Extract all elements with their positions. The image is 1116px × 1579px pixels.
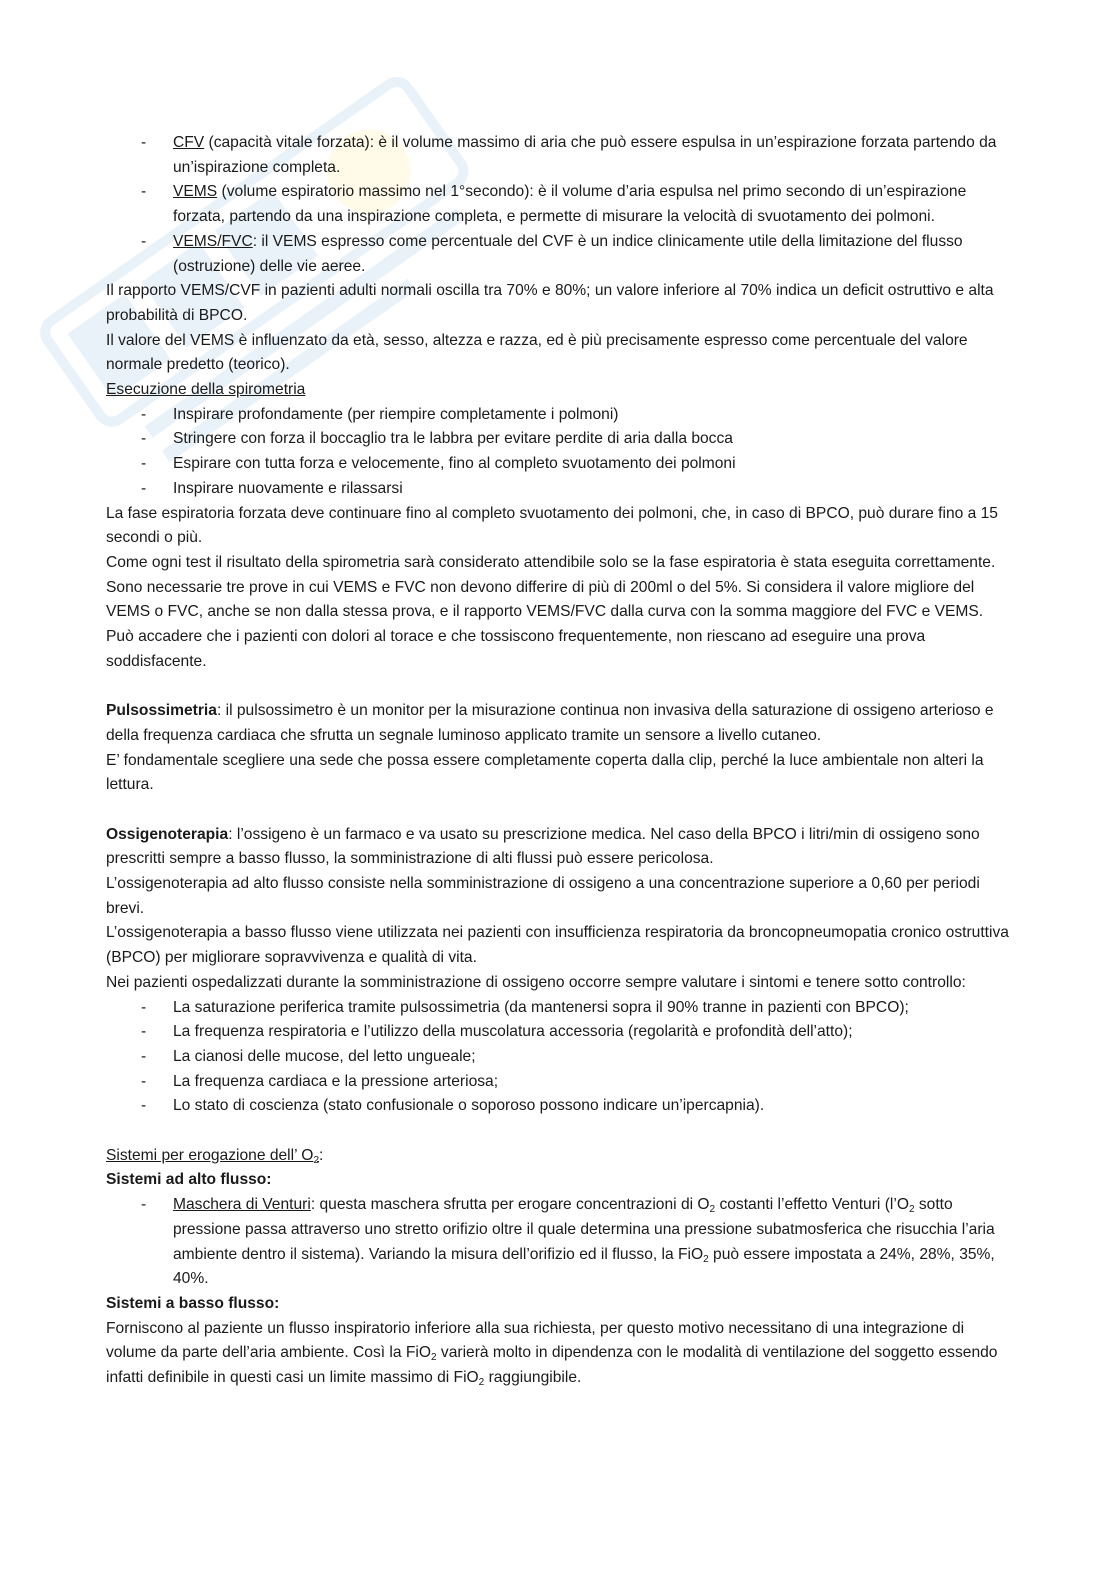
- reliability-paragraph: Come ogni test il risultato della spirometria sarà considerato attendibile solo se la fase espiratoria è stata eseguita correttamente. Sono necessarie tre prove in cui VEMS e FVC non devono differire di più di 200ml o del 5%. Si considera il valore migliore del VEMS o FVC, anche se non dalla stessa prova, e il rapporto VEMS/FVC dalla curva con la somma maggiore del FVC e VEMS.: [106, 553, 996, 621]
- delivery-heading-colon: :: [319, 1146, 324, 1164]
- term-vems: VEMS: [173, 183, 218, 201]
- vems-paragraph: Il valore del VEMS è influenzato da età, sesso, altezza e razza, ed è più precisamente espresso come percentuale del valore normale predetto (teorico).: [106, 331, 968, 374]
- venturi-text: sotto pressione passa attraverso uno stretto orifizio oltre il quale determina una pressione subatmosferica che risucchia l’aria ambiente dentro il sistema). Variando la misura dell’orifizio ed il flusso, la FiO: [173, 1196, 995, 1263]
- high-flow-systems-title: Sistemi ad alto flusso:: [106, 1171, 272, 1189]
- expiratory-paragraph: La fase espiratoria forzata deve continuare fino al completo svuotamento dei polmoni, che, in caso di BPCO, può durare fino a 15 secondi o più.: [106, 504, 998, 547]
- subscript-2: 2: [908, 1204, 915, 1216]
- pulse-oximetry-term: Pulsossimetria: [106, 702, 217, 720]
- execution-heading: Esecuzione della spirometria: [106, 381, 306, 399]
- venturi-text: costanti l’effetto Venturi (l’O: [715, 1196, 909, 1214]
- execution-steps-list: [106, 403, 1011, 502]
- term-definition: : il VEMS espresso come percentuale del CVF è un indice clinicamente utile della limitazione del flusso (ostruzione) delle vie aeree.: [173, 232, 963, 275]
- document-page: [106, 131, 1011, 1391]
- venturi-text: può essere impostata a 24%, 28%, 35%, 40%.: [173, 1245, 995, 1288]
- low-flow-paragraph: L’ossigenoterapia a basso flusso viene utilizzata nei pazienti con insufficienza respiratoria da broncopneumopatia cronico ostruttiva (BPCO) per migliorare sopravvivenza e qualità di vita.: [106, 924, 1009, 967]
- monitoring-list: [106, 996, 1011, 1120]
- venturi-term: Maschera di Venturi: [173, 1196, 311, 1214]
- term-definition: (volume espiratorio massimo nel 1°secondo): è il volume d’aria espulsa nel primo secondo di un’espirazione forzata, partendo da una inspirazione completa, e permette di misurare la velocità di svuotamento dei polmoni.: [173, 183, 967, 226]
- list-item: [106, 131, 1011, 180]
- list-item: - Lo stato di coscienza (stato confusionale o soporoso possono indicare un’ipercapnia).: [106, 1094, 1011, 1119]
- ratio-paragraph: Il rapporto VEMS/CVF in pazienti adulti normali oscilla tra 70% e 80%; un valore inferiore al 70% indica un deficit ostruttivo e alta probabilità di BPCO.: [106, 282, 994, 324]
- list-item: - Espirare con tutta forza e velocemente, fino al completo svuotamento dei polmoni: [106, 452, 1011, 477]
- pulse-oximetry-text: : il pulsossimetro è un monitor per la misurazione continua non invasiva della saturazione di ossigeno arterioso e della frequenza cardiaca che sfrutta un segnale luminoso applicato tramite un sensore a livello cutaneo.: [106, 702, 994, 744]
- monitoring-intro: Nei pazienti ospedalizzati durante la somministrazione di ossigeno occorre sempre valutare i sintomi e tenere sotto controllo:: [106, 973, 966, 991]
- delivery-heading-text: Sistemi per erogazione dell’ O: [106, 1146, 314, 1164]
- list-item: [106, 230, 1011, 279]
- spacer: [106, 674, 1011, 699]
- oxygen-therapy-paragraph: [106, 823, 1011, 872]
- term-vems-fvc: VEMS/FVC: [173, 232, 253, 250]
- patients-paragraph: Può accadere che i pazienti con dolori al torace e che tossiscono frequentemente, non riescano ad eseguire una prova soddisfacente.: [106, 628, 926, 670]
- high-flow-systems-list: [106, 1193, 1011, 1292]
- term-cfv: CFV: [173, 134, 205, 151]
- subscript-2: 2: [703, 1253, 709, 1265]
- low-flow-systems-title: Sistemi a basso flusso:: [106, 1295, 280, 1312]
- list-item: - La saturazione periferica tramite pulsossimetria (da mantenersi sopra il 90% tranne in pazienti con BPCO);: [106, 996, 1011, 1021]
- low-flow-text: raggiungibile.: [484, 1369, 582, 1387]
- list-item: - La frequenza respiratoria e l’utilizzo della muscolatura accessoria (regolarità e profondità dell’atto);: [106, 1020, 1011, 1045]
- list-item: - Inspirare nuovamente e rilassarsi: [106, 477, 1011, 502]
- term-definition: (capacità vitale forzata): è il volume massimo di aria che può essere espulsa in un’espirazione forzata partendo da un’ispirazione completa.: [173, 134, 997, 176]
- pulse-oximetry-paragraph: [106, 699, 1011, 748]
- oxygen-therapy-text: : l’ossigeno è un farmaco e va usato su prescrizione medica. Nel caso della BPCO i litri/min di ossigeno sono prescritti sempre a basso flusso, la somministrazione di alti flussi può essere pericolosa.: [106, 825, 980, 868]
- delivery-systems-heading: [106, 1144, 1011, 1169]
- list-item: [106, 1193, 1011, 1292]
- subscript-2: 2: [709, 1204, 716, 1216]
- list-item: - La cianosi delle mucose, del letto ungueale;: [106, 1045, 1011, 1070]
- spacer: [106, 798, 1011, 823]
- subscript-2: 2: [313, 1154, 320, 1166]
- spacer: [106, 1119, 1011, 1144]
- venturi-text: : questa maschera sfrutta per erogare concentrazioni di O: [310, 1196, 710, 1214]
- list-item: - Stringere con forza il boccaglio tra le labbra per evitare perdite di aria dalla bocca: [106, 427, 1011, 452]
- high-flow-paragraph: L’ossigenoterapia ad alto flusso consiste nella somministrazione di ossigeno a una concentrazione superiore a 0,60 per periodi brevi.: [106, 875, 980, 917]
- oxygen-therapy-term: Ossigenoterapia: [106, 825, 229, 843]
- list-item: - Inspirare profondamente (per riempire completamente i polmoni): [106, 403, 1011, 428]
- low-flow-text: Forniscono al paziente un flusso inspiratorio inferiore alla sua richiesta, per questo motivo necessitano di una integrazione di volume da parte dell’aria ambiente. Così la FiO: [106, 1319, 965, 1362]
- low-flow-text: varierà molto in dipendenza con le modalità di ventilazione del soggetto essendo infatti definibile in questi casi un limite massimo di FiO: [106, 1344, 998, 1387]
- list-item: [106, 180, 1011, 229]
- low-flow-systems-paragraph: [106, 1317, 1011, 1391]
- pulse-oximetry-note: E’ fondamentale scegliere una sede che possa essere completamente coperta dalla clip, perché la luce ambientale non alteri la lettura.: [106, 751, 984, 794]
- subscript-2: 2: [431, 1352, 437, 1364]
- subscript-2: 2: [478, 1377, 485, 1389]
- spirometry-terms-list: [106, 131, 1011, 279]
- list-item: - La frequenza cardiaca e la pressione arteriosa;: [106, 1070, 1011, 1095]
